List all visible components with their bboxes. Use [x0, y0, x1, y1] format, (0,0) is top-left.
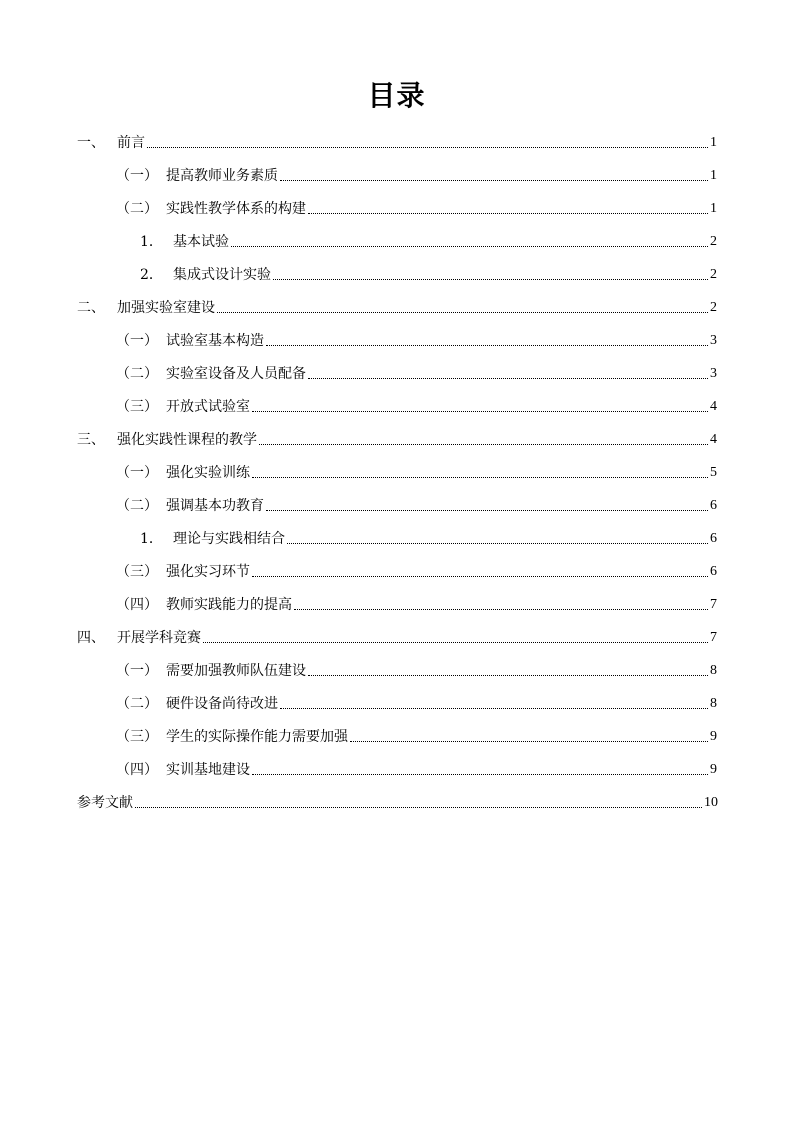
toc-entry-number: 一、	[77, 135, 105, 151]
toc-entry-page: 10	[704, 795, 718, 810]
toc-entry-number: （四）	[116, 762, 158, 778]
toc-entry-number: 二、	[77, 300, 105, 316]
toc-entry-label: 学生的实际操作能力需要加强	[166, 729, 348, 745]
toc-entry-number: 三、	[77, 432, 105, 448]
toc-entry-label: 试验室基本构造	[166, 333, 264, 349]
toc-entry[interactable]	[77, 617, 717, 647]
toc-entry[interactable]	[77, 287, 717, 317]
toc-entry[interactable]	[116, 650, 717, 680]
toc-entry-page: 6	[710, 564, 717, 579]
toc-entry-label: 理论与实践相结合	[173, 531, 285, 547]
dot-leader	[231, 245, 708, 247]
dot-leader	[273, 278, 708, 280]
toc-entry-number: （四）	[116, 597, 158, 613]
dot-leader	[308, 212, 708, 214]
dot-leader	[252, 773, 708, 775]
toc-entry-page: 9	[710, 729, 717, 744]
toc-entry-number: （一）	[116, 663, 158, 679]
toc-entry[interactable]	[116, 485, 717, 515]
toc-entry-page: 4	[710, 399, 717, 414]
toc-entry[interactable]	[116, 716, 717, 746]
toc-entry-number: （二）	[116, 696, 158, 712]
dot-leader	[252, 575, 708, 577]
toc-entry-number: （三）	[116, 399, 158, 415]
toc-entry[interactable]	[116, 683, 717, 713]
toc-entry-number: （三）	[116, 729, 158, 745]
toc-entry[interactable]	[116, 353, 717, 383]
toc-entry-label: 教师实践能力的提高	[166, 597, 292, 613]
toc-entry-label: 加强实验室建设	[117, 300, 215, 316]
toc-entry[interactable]	[116, 386, 717, 416]
toc-entry-number: （一）	[116, 168, 158, 184]
toc-entry-label: 实训基地建设	[166, 762, 250, 778]
toc-entry-number: （二）	[116, 201, 158, 217]
dot-leader	[135, 806, 702, 808]
toc-entry[interactable]	[77, 419, 717, 449]
toc-entry-number: （一）	[116, 333, 158, 349]
toc-entry-label: 实验室设备及人员配备	[166, 366, 306, 382]
dot-leader	[280, 179, 708, 181]
dot-leader	[252, 476, 708, 478]
toc-entry[interactable]	[116, 749, 717, 779]
toc-entry-page: 3	[710, 366, 717, 381]
toc-entry[interactable]	[140, 221, 717, 251]
toc-entry-label: 提高教师业务素质	[166, 168, 278, 184]
dot-leader	[266, 509, 708, 511]
toc-entry-page: 2	[710, 234, 717, 249]
toc-entry-number: （一）	[116, 465, 158, 481]
toc-entry-page: 6	[710, 498, 717, 513]
toc-entry-page: 4	[710, 432, 717, 447]
toc-entry[interactable]	[116, 155, 717, 185]
toc-entry-number: 2．	[140, 267, 163, 283]
toc-entry-number: 四、	[77, 630, 105, 646]
toc-entry-label: 实践性教学体系的构建	[166, 201, 306, 217]
toc-entry-page: 3	[710, 333, 717, 348]
toc-entry[interactable]	[116, 584, 717, 614]
toc-entry[interactable]	[116, 320, 717, 350]
dot-leader	[294, 608, 708, 610]
dot-leader	[147, 146, 708, 148]
toc-title: 目录	[367, 79, 426, 112]
toc-entry-label: 强化实验训练	[166, 465, 250, 481]
toc-entry-page: 1	[710, 168, 717, 183]
toc-entry[interactable]	[116, 452, 717, 482]
toc-entry-number: （三）	[116, 564, 158, 580]
toc-entry-page: 1	[710, 135, 717, 150]
toc-entry-label: 前言	[117, 135, 145, 151]
toc-entry[interactable]	[116, 188, 717, 218]
toc-entry-number: 1．	[140, 531, 163, 547]
toc-entry-page: 8	[710, 696, 717, 711]
toc-entry-page: 6	[710, 531, 717, 546]
toc-entry-page: 1	[710, 201, 717, 216]
toc-entry-label: 强调基本功教育	[166, 498, 264, 514]
toc-entry-page: 2	[710, 300, 717, 315]
toc-entry[interactable]	[140, 518, 717, 548]
dot-leader	[252, 410, 708, 412]
dot-leader	[259, 443, 708, 445]
dot-leader	[350, 740, 708, 742]
toc-entry[interactable]	[116, 551, 717, 581]
toc-entry-page: 5	[710, 465, 717, 480]
toc-entry-label: 需要加强教师队伍建设	[166, 663, 306, 679]
dot-leader	[308, 377, 708, 379]
toc-entry-references[interactable]	[77, 782, 718, 812]
toc-entry-number: （二）	[116, 498, 158, 514]
toc-entry-page: 8	[710, 663, 717, 678]
dot-leader	[203, 641, 708, 643]
toc-entry-label: 开展学科竞赛	[117, 630, 201, 646]
toc-entry-label: 基本试验	[173, 234, 229, 250]
toc-entry[interactable]	[77, 122, 717, 152]
toc-entry-label: 参考文献	[77, 795, 133, 811]
dot-leader	[266, 344, 708, 346]
toc-entry-label: 硬件设备尚待改进	[166, 696, 278, 712]
toc-entry-page: 9	[710, 762, 717, 777]
toc-entry-page: 2	[710, 267, 717, 282]
dot-leader	[280, 707, 708, 709]
toc-entry-label: 开放式试验室	[166, 399, 250, 415]
toc-entry-page: 7	[710, 630, 717, 645]
toc-entry-label: 集成式设计实验	[173, 267, 271, 283]
toc-entry-page: 7	[710, 597, 717, 612]
toc-entry-label: 强化实践性课程的教学	[117, 432, 257, 448]
dot-leader	[308, 674, 708, 676]
dot-leader	[287, 542, 708, 544]
dot-leader	[217, 311, 708, 313]
toc-entry-number: 1．	[140, 234, 163, 250]
toc-entry-label: 强化实习环节	[166, 564, 250, 580]
toc-entry[interactable]	[140, 254, 717, 284]
toc-entry-number: （二）	[116, 366, 158, 382]
